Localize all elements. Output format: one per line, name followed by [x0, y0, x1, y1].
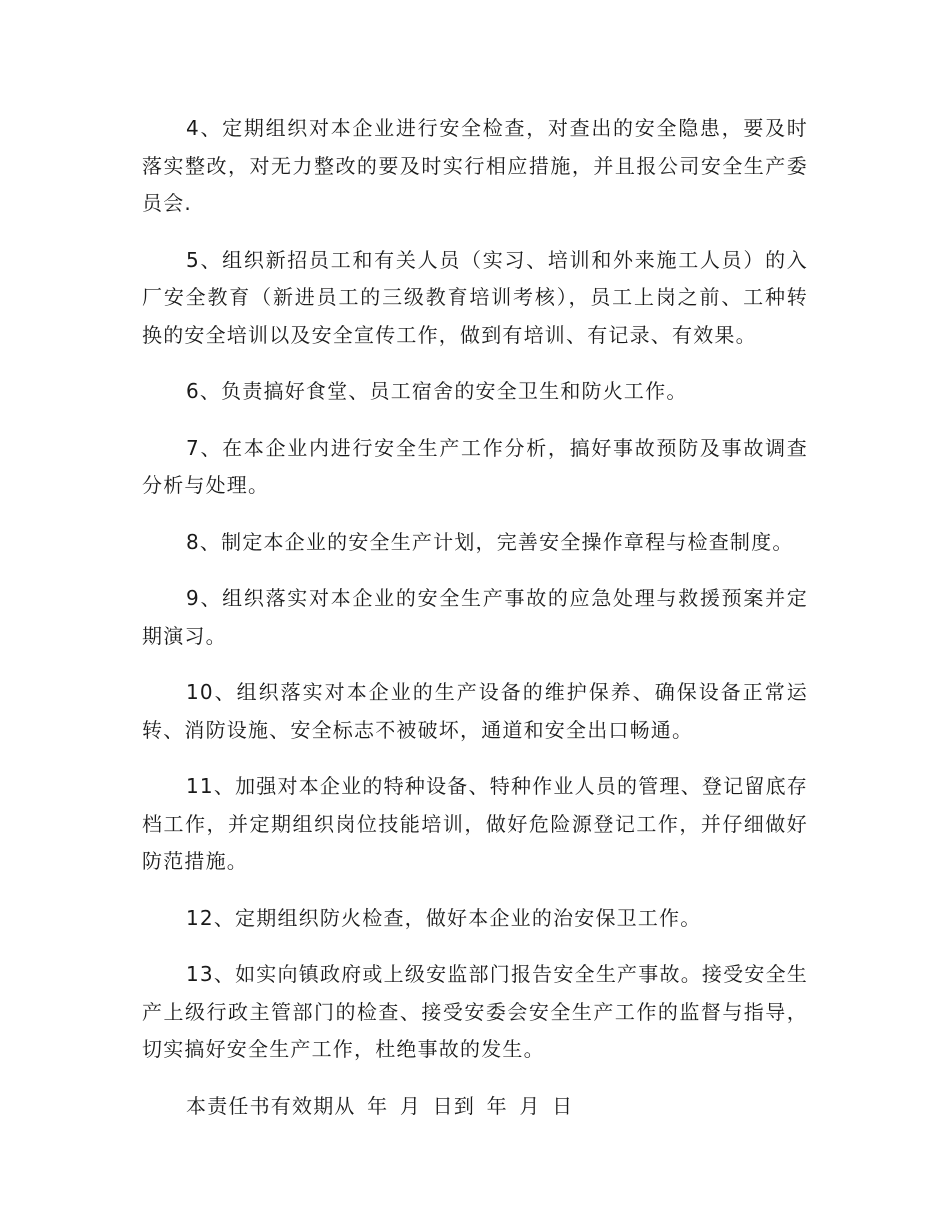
paragraph-item-9: 9、组织落实对本企业的安全生产事故的应急处理与救援预案并定期演习。 [142, 586, 808, 648]
paragraph-item-4: 4、定期组织对本企业进行安全检查，对查出的安全隐患，要及时落实整改，对无力整改的要及时实行相应措施，并且报公司安全生产委员会. [142, 116, 808, 215]
paragraph-item-6: 6、负责搞好食堂、员工宿舍的安全卫生和防火工作。 [186, 379, 688, 403]
paragraph-item-8: 8、制定本企业的安全生产计划，完善安全操作章程与检查制度。 [186, 529, 794, 554]
validity-period-line: 本责任书有效期从 年 月 日到 年 月 日 [186, 1093, 574, 1118]
paragraph-item-5: 5、组织新招员工和有关人员（实习、培训和外来施工人员）的入厂安全教育（新进员工的三级教育培训考核），员工上岗之前、工种转换的安全培训以及安全宣传工作，做到有培训、有记录、有效果。 [142, 247, 808, 347]
paragraph-item-12: 12、定期组织防火检查，做好本企业的治安保卫工作。 [186, 905, 702, 930]
document-body [142, 110, 808, 1125]
paragraph-item-7: 7、在本企业内进行安全生产工作分析，搞好事故预防及事故调查分析与处理。 [142, 435, 808, 497]
paragraph-item-11: 11、加强对本企业的特种设备、特种作业人员的管理、登记留底存档工作，并定期组织岗位技能培训，做好危险源登记工作，并仔细做好防范措施。 [142, 774, 808, 873]
paragraph-item-13: 13、如实向镇政府或上级安监部门报告安全生产事故。接受安全生产上级行政主管部门的检查、接受安委会安全生产工作的监督与指导，切实搞好安全生产工作，杜绝事故的发生。 [142, 962, 808, 1061]
paragraph-item-10: 10、组织落实对本企业的生产设备的维护保养、确保设备正常运转、消防设施、安全标志不被破坏，通道和安全出口畅通。 [142, 680, 808, 742]
